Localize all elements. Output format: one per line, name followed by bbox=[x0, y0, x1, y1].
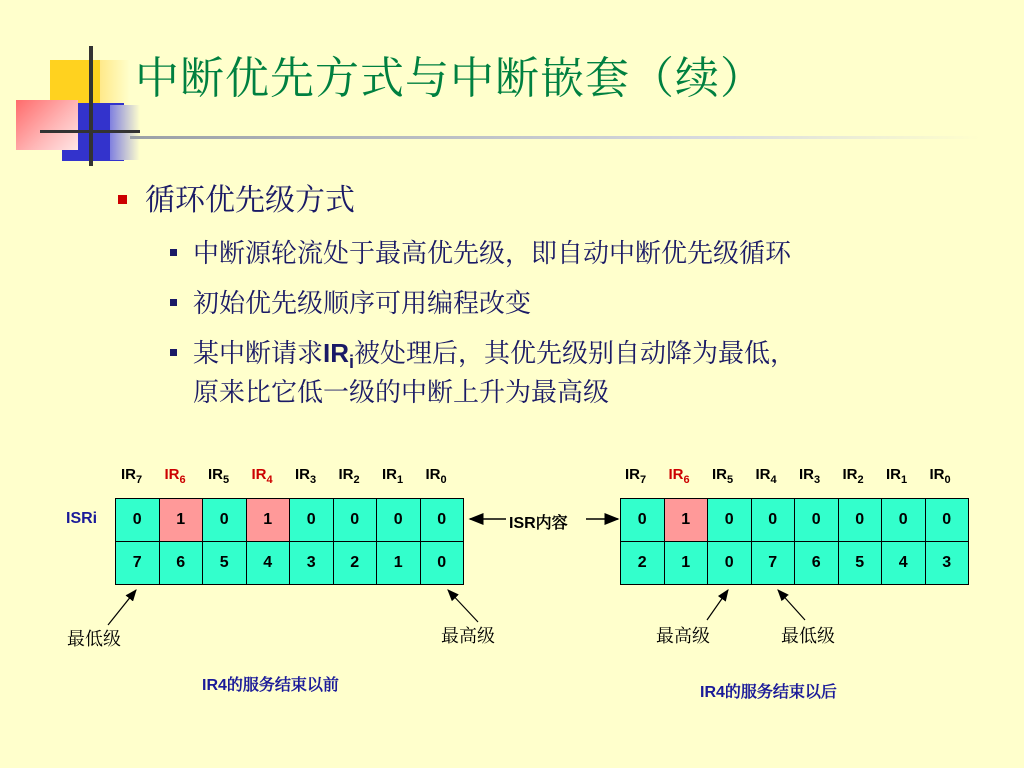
register-header-ir3: $IR_3$ bbox=[799, 466, 821, 486]
caption-after: IR4的服务结束以后 bbox=[700, 684, 837, 701]
priority-after-cell-4: 6 bbox=[795, 542, 839, 585]
arrow-highest-before bbox=[448, 590, 478, 622]
isr-after-cell-7: 0 bbox=[925, 499, 969, 542]
bullet-main-text: 循环优先级方式 bbox=[145, 183, 355, 218]
isr-before-cell-1: 1 bbox=[159, 499, 203, 542]
register-header-ir1: $IR_1$ bbox=[886, 466, 908, 486]
isr-after-cell-6: 0 bbox=[882, 499, 926, 542]
isr-before-cell-2: 0 bbox=[203, 499, 247, 542]
priority-before-cell-6: 1 bbox=[377, 542, 421, 585]
register-header-ir5: $IR_5$ bbox=[712, 466, 734, 486]
priority-after-cell-7: 3 bbox=[925, 542, 969, 585]
isr-after-cell-3: 0 bbox=[751, 499, 795, 542]
isr-before-cell-5: 0 bbox=[333, 499, 377, 542]
isr-before-cell-6: 0 bbox=[377, 499, 421, 542]
arrow-highest-after bbox=[707, 590, 728, 620]
sub-bullet-1-text: 中断源轮流处于最高优先级，即自动中断优先级循环 bbox=[193, 239, 792, 269]
register-header-ir4: $IR_4$ bbox=[755, 466, 777, 486]
sub-bullet-3-continuation: 原来比它低一级的中断上升为最高级 bbox=[193, 378, 610, 408]
register-header-ir0: $IR_0$ bbox=[425, 466, 447, 486]
register-header-ir4: $IR_4$ bbox=[251, 466, 273, 486]
priority-before-cell-3: 4 bbox=[246, 542, 290, 585]
lowest-note-after: 最低级 bbox=[781, 626, 835, 647]
ir-base: IR bbox=[323, 338, 350, 368]
isr-before-cell-4: 0 bbox=[290, 499, 334, 542]
isr-after-cell-2: 0 bbox=[708, 499, 752, 542]
priority-after-cell-0: 2 bbox=[621, 542, 665, 585]
register-header-ir0: $IR_0$ bbox=[929, 466, 951, 486]
arrow-lowest-before bbox=[108, 590, 136, 625]
isr-after-cell-0: 0 bbox=[621, 499, 665, 542]
ir-subscript: i bbox=[349, 352, 355, 373]
priority-after-cell-1: 1 bbox=[664, 542, 708, 585]
priority-before-cell-0: 7 bbox=[116, 542, 160, 585]
priority-before-cell-7: 0 bbox=[420, 542, 464, 585]
register-header-ir6: $IR_6$ bbox=[668, 466, 690, 486]
priority-after-cell-5: 5 bbox=[838, 542, 882, 585]
isr-content-label: ISR内容 bbox=[509, 515, 568, 532]
register-header-ir7: $IR_7$ bbox=[625, 466, 647, 486]
isr-after-cell-1: 1 bbox=[664, 499, 708, 542]
isr-after-cell-5: 0 bbox=[838, 499, 882, 542]
register-header-ir2: $IR_2$ bbox=[842, 466, 864, 486]
isr-label: ISRi bbox=[66, 510, 98, 527]
isr-before-cell-3: 1 bbox=[246, 499, 290, 542]
highest-note-before: 最高级 bbox=[441, 626, 495, 647]
register-header-ir2: $IR_2$ bbox=[338, 466, 360, 486]
caption-before: IR4的服务结束以前 bbox=[202, 677, 339, 694]
register-header-ir3: $IR_3$ bbox=[295, 466, 317, 486]
sub-bullet-2-text: 初始优先级顺序可用编程改变 bbox=[193, 289, 532, 319]
priority-after-cell-6: 4 bbox=[882, 542, 926, 585]
priority-before-cell-1: 6 bbox=[159, 542, 203, 585]
register-header-ir6: $IR_6$ bbox=[164, 466, 186, 486]
register-header-ir7: $IR_7$ bbox=[121, 466, 143, 486]
slide-title: 中断优先方式与中断嵌套（续） bbox=[135, 53, 765, 104]
isr-before-cell-7: 0 bbox=[420, 499, 464, 542]
isr-after-cell-4: 0 bbox=[795, 499, 839, 542]
isr-before-cell-0: 0 bbox=[116, 499, 160, 542]
priority-after-cell-3: 7 bbox=[751, 542, 795, 585]
priority-before-cell-4: 3 bbox=[290, 542, 334, 585]
sub-bullet-3-suffix: 被处理后，其优先级别自动降为最低， bbox=[354, 339, 797, 369]
lowest-note-before: 最低级 bbox=[67, 629, 121, 650]
register-header-ir1: $IR_1$ bbox=[382, 466, 404, 486]
sub-bullet-3-prefix: 某中断请求 bbox=[193, 339, 324, 369]
highest-note-after: 最高级 bbox=[656, 626, 710, 647]
priority-before-cell-2: 5 bbox=[203, 542, 247, 585]
priority-after-cell-2: 0 bbox=[708, 542, 752, 585]
priority-before-cell-5: 2 bbox=[333, 542, 377, 585]
arrow-lowest-after bbox=[778, 590, 805, 620]
register-header-ir5: $IR_5$ bbox=[208, 466, 230, 486]
